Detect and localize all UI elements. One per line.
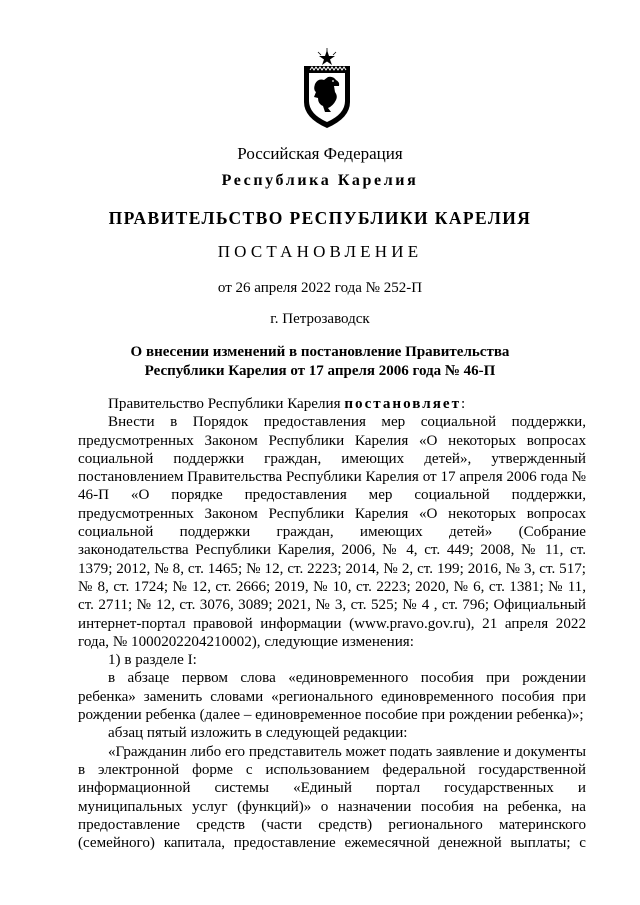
star-icon	[318, 48, 336, 65]
subject-line-1: О внесении изменений в постановление Правительства	[130, 344, 510, 360]
decree-city: г. Петрозаводск	[270, 311, 370, 327]
paragraph-item-1-b: абзац пятый изложить в следующей редакции:	[108, 725, 408, 742]
intro-text: Правительство Республики Карелия	[108, 396, 345, 412]
resolves-word: постановляет	[344, 396, 461, 412]
karelia-coat-of-arms-icon	[298, 48, 356, 130]
federation-title: Российская Федерация	[237, 144, 403, 163]
republic-title: Республика Карелия	[221, 172, 419, 189]
document-type: ПОСТАНОВЛЕНИЕ	[217, 242, 423, 261]
resolution-intro	[78, 395, 586, 413]
paragraph-amendments: Внести в Порядок предоставления мер социальной поддержки, предусмотренных Законом Республики Карелия «О некоторых вопросах социальной поддержки граждан, имеющих детей», утвержденный постановлением Правительства Республики Карелия от 17 апреля 2006 года № 46-П «О порядке предоставления мер социальной поддержки, предусмотренных Законом Республики Карелия «О некоторых вопросах социальной поддержки граждан, имеющих детей» (Собрание законодательства Республики Карелия, 2006, № 4, ст. 449; 2008, № 11, ст. 1379; 2012, № 8, ст. 1465; № 12, ст. 2223; 2014, № 2, ст. 199; 2016, № 3, ст. 517; № 8, ст. 1724; № 12, ст. 2666; 2019, № 10, ст. 2223; 2020, № 6, ст. 1381; № 11, ст. 2711; № 12, ст. 3076, 3089; 2021, № 3, ст. 525; № 4 , ст. 796; Официальный интернет-портал правовой информации (www.pravo.gov.ru), 21 апреля 2022 года, № 1000202204210002), следующие изменения:	[78, 414, 586, 650]
paragraph-item-1-a: в абзаце первом слова «единовременного пособия при рождении ребенка» заменить словами «регионального единовременного пособия при рождении ребенка (далее – единовременное пособие при рождении ребенка)»;	[78, 670, 586, 724]
document-body	[78, 395, 586, 852]
paragraph-new-text: «Гражданин либо его представитель может подать заявление и документы в электронной форме с использованием федеральной государственной информационной системы «Единый портал государственных и муниципальных услуг (функций)» о назначении пособия на ребенка, на предоставление средств (части средств) регионального материнского (семейного) капитала, предоставление ежемесячной денежной выплаты; с	[78, 743, 586, 852]
subject-line-2: Республики Карелия от 17 апреля 2006 года № 46-П	[144, 363, 496, 379]
intro-colon: :	[461, 396, 466, 412]
government-title: ПРАВИТЕЛЬСТВО РЕСПУБЛИКИ КАРЕЛИЯ	[108, 208, 532, 228]
decree-date: от 26 апреля 2022 года № 252-П	[217, 280, 423, 296]
paragraph-item-1: 1) в разделе I:	[108, 652, 197, 669]
